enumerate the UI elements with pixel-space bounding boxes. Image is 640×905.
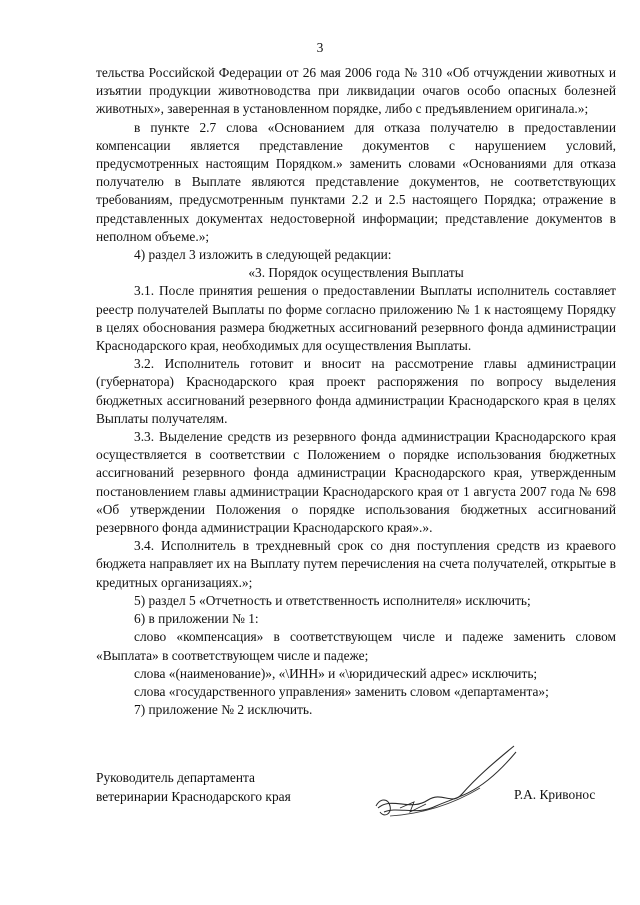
paragraph: 3.2. Исполнитель готовит и вносит на рассмотрение главы администрации (губернатора) Краснодарского края проект распоряжения по вопросу выделения бюджетных ассигнований резервного фонда администрации Краснодарского края в целях Выплаты получателям.	[96, 356, 616, 426]
paragraph: 4) раздел 3 изложить в следующей редакции:	[134, 247, 392, 263]
paragraph: 7) приложение № 2 исключить.	[134, 702, 313, 718]
paragraph: в пункте 2.7 слова «Основанием для отказа получателю в предоставлении компенсации является представление документов с нарушением условий, предусмотренных настоящим Порядком.» заменить словами «Основаниями для отказа получателю в Выплате являются представление документов, не соответствующих требованиям, предусмотренным пунктами 2.2 и 2.5 настоящего Порядка; отражение в представленных документах недостоверной информации; представление документов в неполном объеме.»;	[96, 119, 616, 244]
page-number: 3	[316, 40, 324, 55]
paragraph: 5) раздел 5 «Отчетность и ответственность исполнителя» исключить;	[134, 592, 531, 608]
paragraph: 3.4. Исполнитель в трехдневный срок со дня поступления средств из краевого бюджета направляет их на Выплату путем перечисления на счета получателей, открытые в кредитных организациях.»;	[96, 538, 616, 590]
paragraph: слова «(наименование)», «\ИНН» и «\юридический адрес» исключить;	[134, 665, 538, 681]
paragraph: слова «государственного управления» заменить словом «департамента»;	[134, 683, 549, 699]
paragraph: 6) в приложении № 1:	[134, 611, 259, 627]
paragraph: 3.1. После принятия решения о предоставлении Выплаты исполнитель составляет реестр получателей Выплаты по форме согласно приложению № 1 к настоящему Порядку в целях обоснования размера бюджетных ассигнований резервного фонда администрации Краснодарского края, необходимых для осуществления Выплаты.	[96, 283, 616, 354]
section-heading: «3. Порядок осуществления Выплаты	[248, 265, 464, 281]
signature-block	[96, 768, 291, 806]
signer-name: Р.А. Кривонос	[514, 787, 596, 802]
paragraph: 3.3. Выделение средств из резервного фонда администрации Краснодарского края осуществляется в соответствии с Положением о порядке использования бюджетных ассигнований резервного фонда администрации Краснодарского края, утвержденным постановлением главы администрации Краснодарского края от 1 августа 2007 года № 698 «Об утверждении Положения о порядке использования бюджетных ассигнований резервного фонда администрации Краснодарского края».».	[96, 429, 616, 536]
document-body	[96, 64, 616, 719]
handwritten-signature	[370, 736, 520, 826]
signer-position-line2: ветеринарии Краснодарского края	[96, 789, 291, 804]
signer-position-line1: Руководитель департамента	[96, 770, 255, 785]
paragraph: слово «компенсация» в соответствующем числе и падеже заменить словом «Выплата» в соответствующем числе и падеже;	[96, 629, 616, 663]
paragraph: тельства Российской Федерации от 26 мая 2006 года № 310 «Об отчуждении животных и изъятии продукции животноводства при ликвидации очагов особо опасных болезней животных», заверенная в установленном порядке, либо с предъявлением оригинала.»;	[96, 65, 616, 117]
